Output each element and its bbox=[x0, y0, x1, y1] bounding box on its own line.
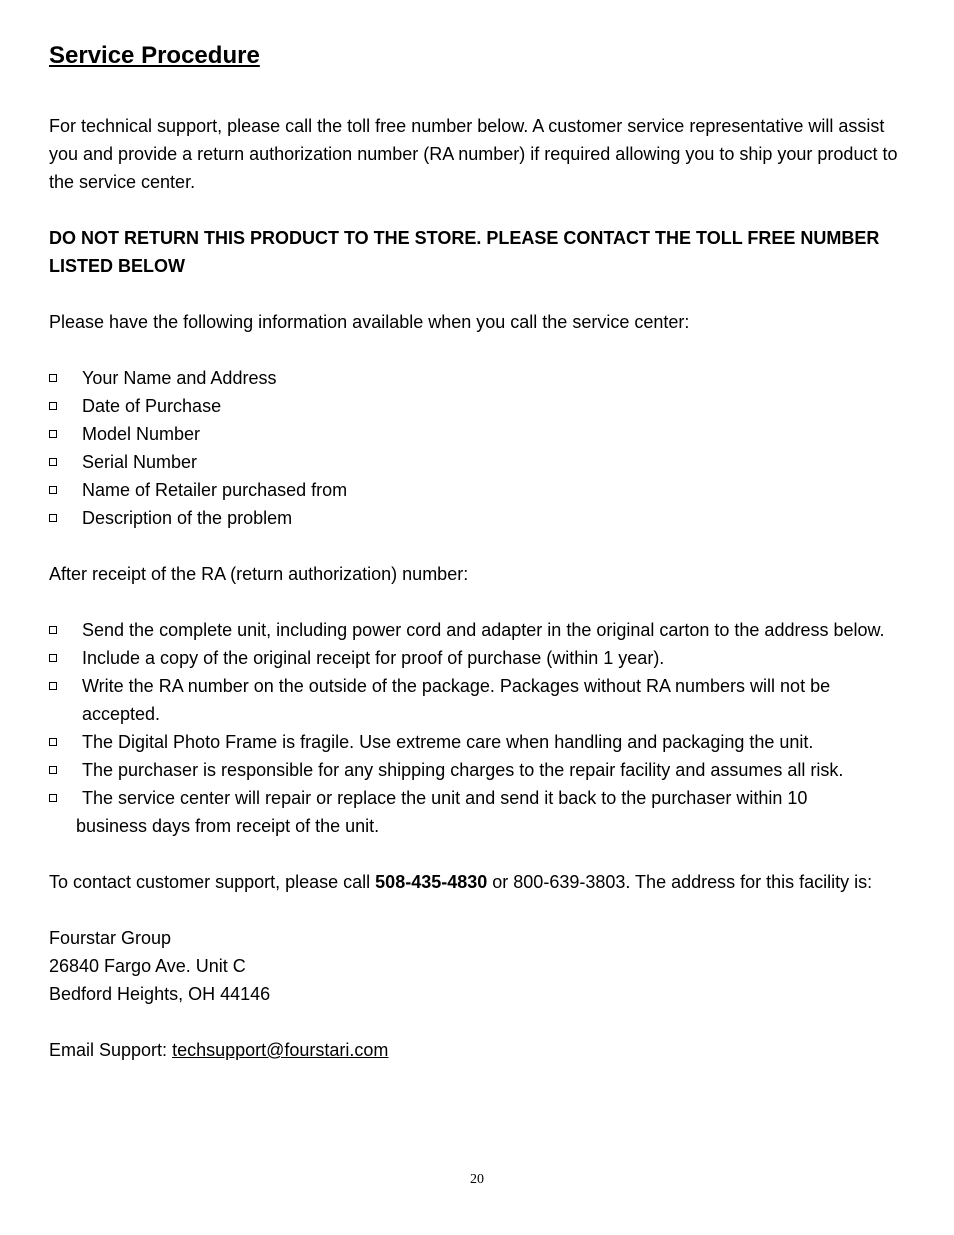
contact-paragraph: To contact customer support, please call 508-435-4830 or 800-639-3803. The address for this facility is: bbox=[49, 872, 873, 892]
list-item: The Digital Photo Frame is fragile. Use extreme care when handling and packaging the unit. bbox=[49, 728, 899, 756]
list-item: The purchaser is responsible for any shipping charges to the repair facility and assumes all risk. bbox=[49, 756, 899, 784]
address-block bbox=[49, 924, 899, 1008]
list-item: Write the RA number on the outside of the package. Packages without RA numbers will not be accepted. bbox=[49, 672, 899, 728]
list-item: Model Number bbox=[49, 420, 899, 448]
checkbox-square-icon bbox=[49, 626, 57, 634]
checkbox-square-icon bbox=[49, 654, 57, 662]
list-item: Description of the problem bbox=[49, 504, 899, 532]
checkbox-square-icon bbox=[49, 738, 57, 746]
document-page bbox=[49, 40, 899, 1064]
phone-number: 508-435-4830 bbox=[375, 872, 488, 892]
warning-paragraph: DO NOT RETURN THIS PRODUCT TO THE STORE. PLEASE CONTACT THE TOLL FREE NUMBER LISTED BELOW bbox=[49, 228, 880, 276]
list-item: Your Name and Address bbox=[49, 364, 899, 392]
address-line: Fourstar Group bbox=[49, 928, 172, 948]
list-item: Send the complete unit, including power cord and adapter in the original carton to the address below. bbox=[49, 616, 899, 644]
list-item: The service center will repair or replace the unit and send it back to the purchaser within 10 business days from receipt of the unit. bbox=[49, 784, 899, 840]
email-link[interactable]: techsupport@fourstari.com bbox=[172, 1040, 389, 1060]
checkbox-square-icon bbox=[49, 402, 57, 410]
checkbox-square-icon bbox=[49, 794, 57, 802]
after-list bbox=[49, 616, 899, 840]
checkbox-square-icon bbox=[49, 374, 57, 382]
checkbox-square-icon bbox=[49, 682, 57, 690]
info-lead: Please have the following information available when you call the service center: bbox=[49, 312, 690, 332]
page-title: Service Procedure bbox=[49, 42, 260, 69]
info-list bbox=[49, 364, 899, 532]
address-line: Bedford Heights, OH 44146 bbox=[49, 984, 271, 1004]
checkbox-square-icon bbox=[49, 514, 57, 522]
list-item: Include a copy of the original receipt for proof of purchase (within 1 year). bbox=[49, 644, 899, 672]
intro-paragraph: For technical support, please call the toll free number below. A customer service representative will assist you and provide a return authorization number (RA number) if required allowing you to ship your product to the service center. bbox=[49, 116, 898, 192]
checkbox-square-icon bbox=[49, 458, 57, 466]
address-line: 26840 Fargo Ave. Unit C bbox=[49, 956, 246, 976]
list-item: Serial Number bbox=[49, 448, 899, 476]
email-support: Email Support: techsupport@fourstari.com bbox=[49, 1040, 389, 1060]
page-number: 20 bbox=[470, 1172, 484, 1187]
list-item: Date of Purchase bbox=[49, 392, 899, 420]
after-lead: After receipt of the RA (return authorization) number: bbox=[49, 564, 469, 584]
checkbox-square-icon bbox=[49, 486, 57, 494]
list-item: Name of Retailer purchased from bbox=[49, 476, 899, 504]
checkbox-square-icon bbox=[49, 430, 57, 438]
checkbox-square-icon bbox=[49, 766, 57, 774]
